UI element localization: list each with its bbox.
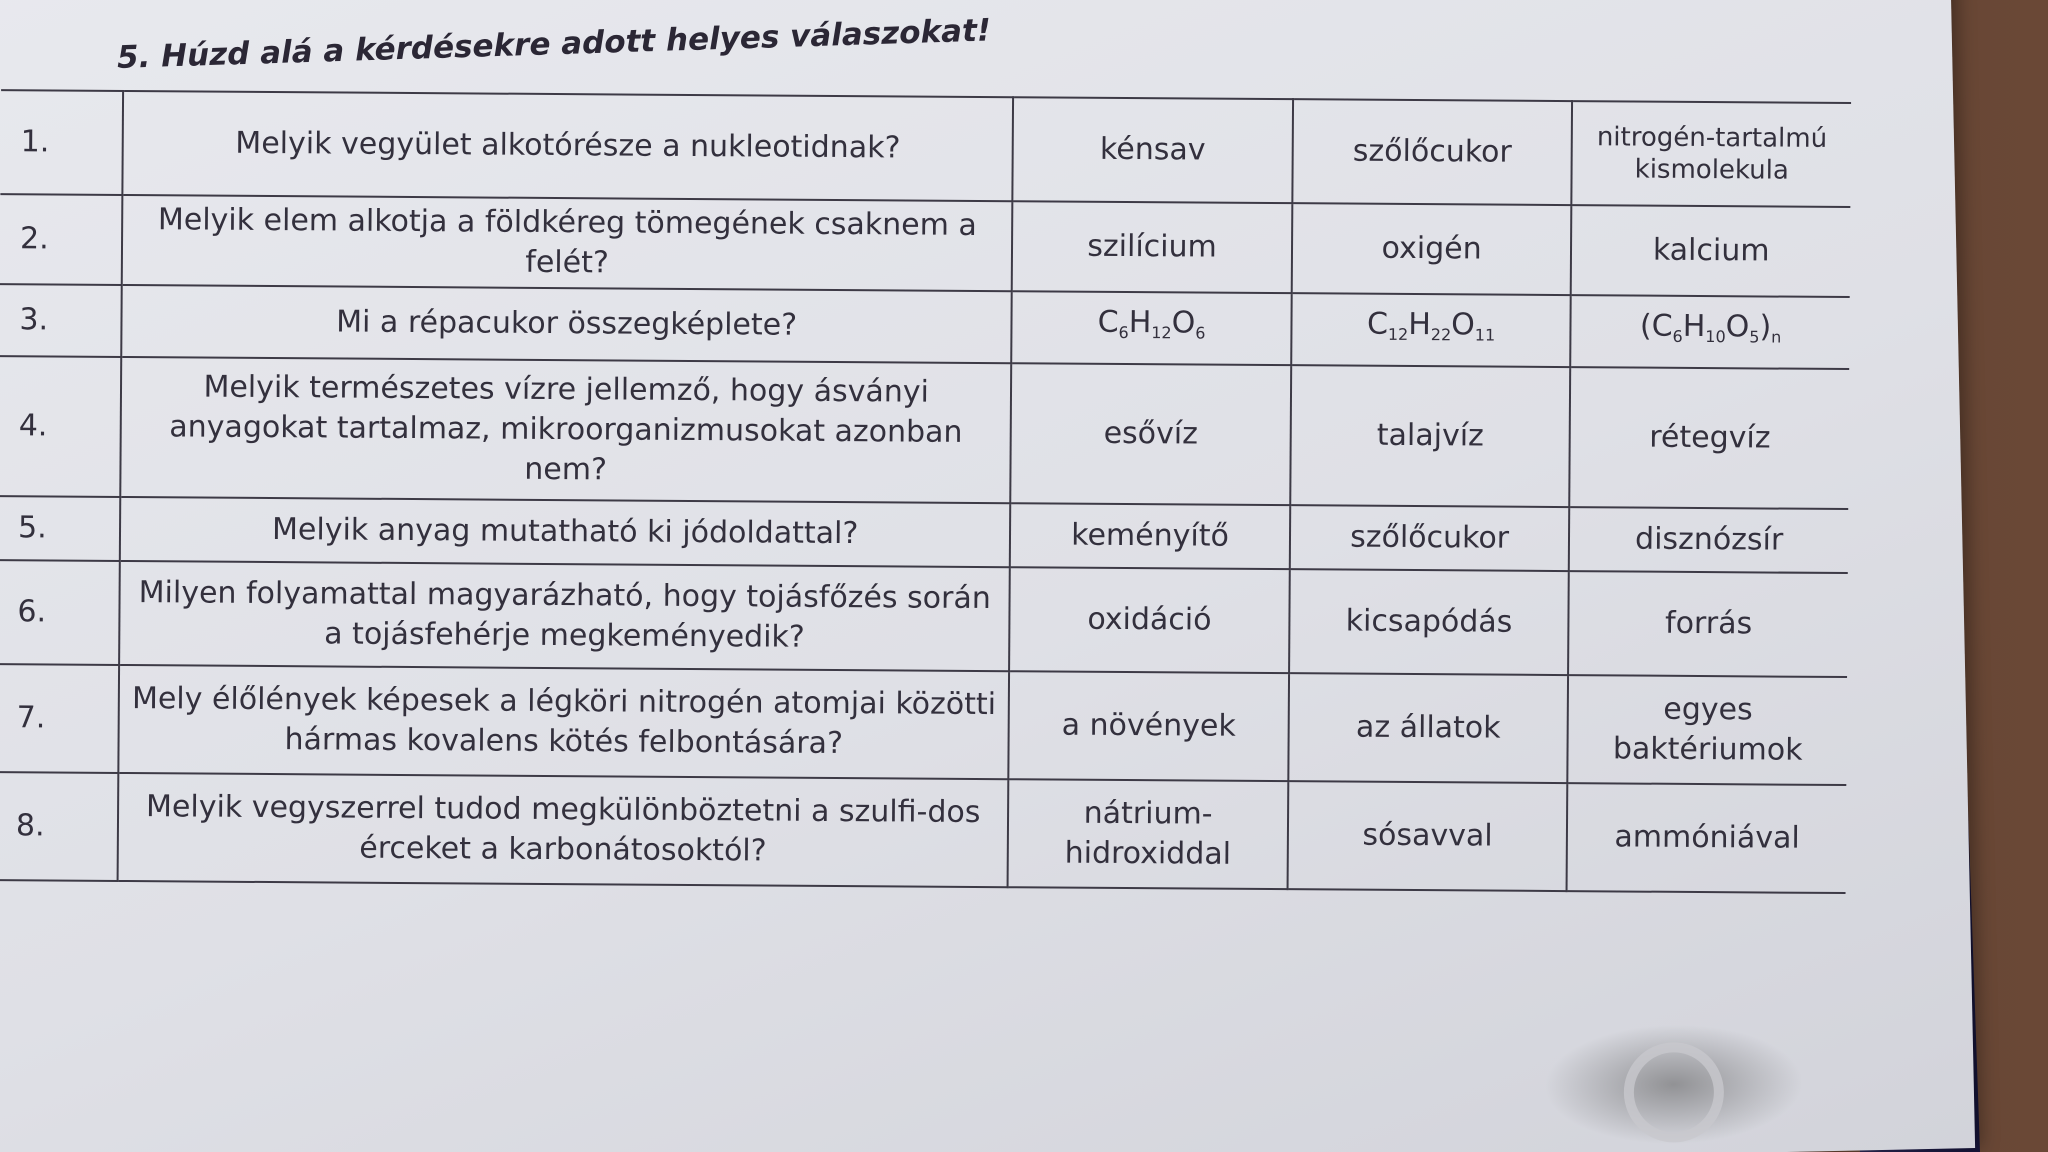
answer-option-formula[interactable] xyxy=(1012,291,1292,365)
table-row xyxy=(0,356,1849,509)
table-row xyxy=(0,664,1847,785)
row-number: 5. xyxy=(0,496,120,561)
question-text: Mi a répacukor összegképlete? xyxy=(121,285,1012,363)
formula-paren-open: ( xyxy=(1639,308,1652,344)
table-row xyxy=(0,772,1846,893)
answer-option[interactable]: sósavval xyxy=(1287,781,1567,891)
formula-c: C xyxy=(1366,306,1389,342)
answer-option[interactable]: kénsav xyxy=(1013,97,1293,203)
formula-c: C xyxy=(1097,304,1119,340)
formula-subscript: 10 xyxy=(1705,327,1726,347)
answer-option[interactable]: disznózsír xyxy=(1569,507,1848,573)
answer-option[interactable]: szőlőcukor xyxy=(1290,505,1570,571)
answer-option[interactable]: keményítő xyxy=(1010,503,1290,569)
formula-h: H xyxy=(1682,308,1706,345)
answer-option[interactable]: oxidáció xyxy=(1009,567,1289,673)
table-row xyxy=(0,194,1850,297)
row-number: 7. xyxy=(0,664,119,773)
answer-option[interactable]: kalcium xyxy=(1571,205,1850,297)
formula-subscript: 6 xyxy=(1195,323,1206,343)
formula-o: O xyxy=(1451,307,1475,343)
question-text: Melyik elem alkotja a földkéreg tömegének csaknem a felét? xyxy=(122,195,1013,291)
answer-option-formula[interactable] xyxy=(1571,295,1850,369)
exercise-title: 5. Húzd alá a kérdésekre adott helyes válaszokat! xyxy=(116,12,992,76)
answer-option[interactable]: forrás xyxy=(1568,571,1847,677)
answer-option[interactable]: oxigén xyxy=(1292,203,1572,295)
answer-option[interactable]: esővíz xyxy=(1011,363,1292,505)
answer-option[interactable]: talajvíz xyxy=(1290,365,1571,507)
answer-option[interactable]: egyes baktériumok xyxy=(1568,675,1847,785)
answer-option[interactable]: nitrogén-tartalmú kismolekula xyxy=(1572,101,1851,207)
formula-subscript: 6 xyxy=(1118,322,1129,343)
formula-h: H xyxy=(1408,306,1432,343)
formula-paren-close: ) xyxy=(1759,309,1772,345)
formula-o: O xyxy=(1725,309,1750,345)
answer-option[interactable]: a növények xyxy=(1009,671,1289,781)
question-text: Melyik vegyszerrel tudod megkülönböztetni a szulfi-dos érceket a karbonátosoktól? xyxy=(118,773,1009,887)
row-number: 3. xyxy=(0,284,122,357)
question-text: Milyen folyamattal magyarázható, hogy tojásfőzés során a tojásfehérje megkeményedik? xyxy=(119,561,1010,671)
answer-option[interactable]: az állatok xyxy=(1288,673,1568,783)
formula-subscript: 11 xyxy=(1474,325,1496,345)
answer-option-formula[interactable] xyxy=(1291,293,1571,367)
row-number: 1. xyxy=(0,90,123,195)
row-number: 4. xyxy=(0,356,121,497)
table-row xyxy=(0,284,1850,369)
formula-subscript: 12 xyxy=(1387,324,1409,344)
question-text: Melyik anyag mutatható ki jódoldattal? xyxy=(120,497,1011,567)
formula-subscript: n xyxy=(1771,327,1782,347)
row-number: 6. xyxy=(0,560,120,665)
row-number: 8. xyxy=(0,772,118,881)
answer-option[interactable]: ammóniával xyxy=(1567,783,1846,893)
question-text: Melyik természetes vízre jellemző, hogy ásványi anyagokat tartalmaz, mikroorganizmusokat azonban nem? xyxy=(120,357,1011,503)
table-row xyxy=(0,560,1848,677)
answer-option[interactable]: nátrium-hidroxiddal xyxy=(1008,779,1288,889)
formula-c: C xyxy=(1651,308,1673,344)
answer-table xyxy=(0,89,1851,894)
row-number: 2. xyxy=(0,194,122,285)
formula-subscript: 5 xyxy=(1749,327,1760,347)
formula-subscript: 22 xyxy=(1430,325,1452,345)
question-text: Melyik vegyület alkotórésze a nukleotidnak? xyxy=(122,91,1013,201)
formula-o: O xyxy=(1171,305,1196,341)
formula-subscript: 6 xyxy=(1672,326,1683,346)
table-row xyxy=(0,90,1851,207)
answer-option[interactable]: kicsapódás xyxy=(1289,569,1569,675)
answer-option[interactable]: szőlőcukor xyxy=(1292,99,1572,205)
answer-option[interactable]: szilícium xyxy=(1012,201,1292,293)
formula-h: H xyxy=(1128,305,1152,341)
question-text: Mely élőlények képesek a légköri nitrogén atomjai közötti hármas kovalens kötés felbontására? xyxy=(118,665,1009,779)
formula-subscript: 12 xyxy=(1151,323,1172,343)
answer-option[interactable]: rétegvíz xyxy=(1570,367,1850,509)
exercise-block xyxy=(0,12,1851,894)
